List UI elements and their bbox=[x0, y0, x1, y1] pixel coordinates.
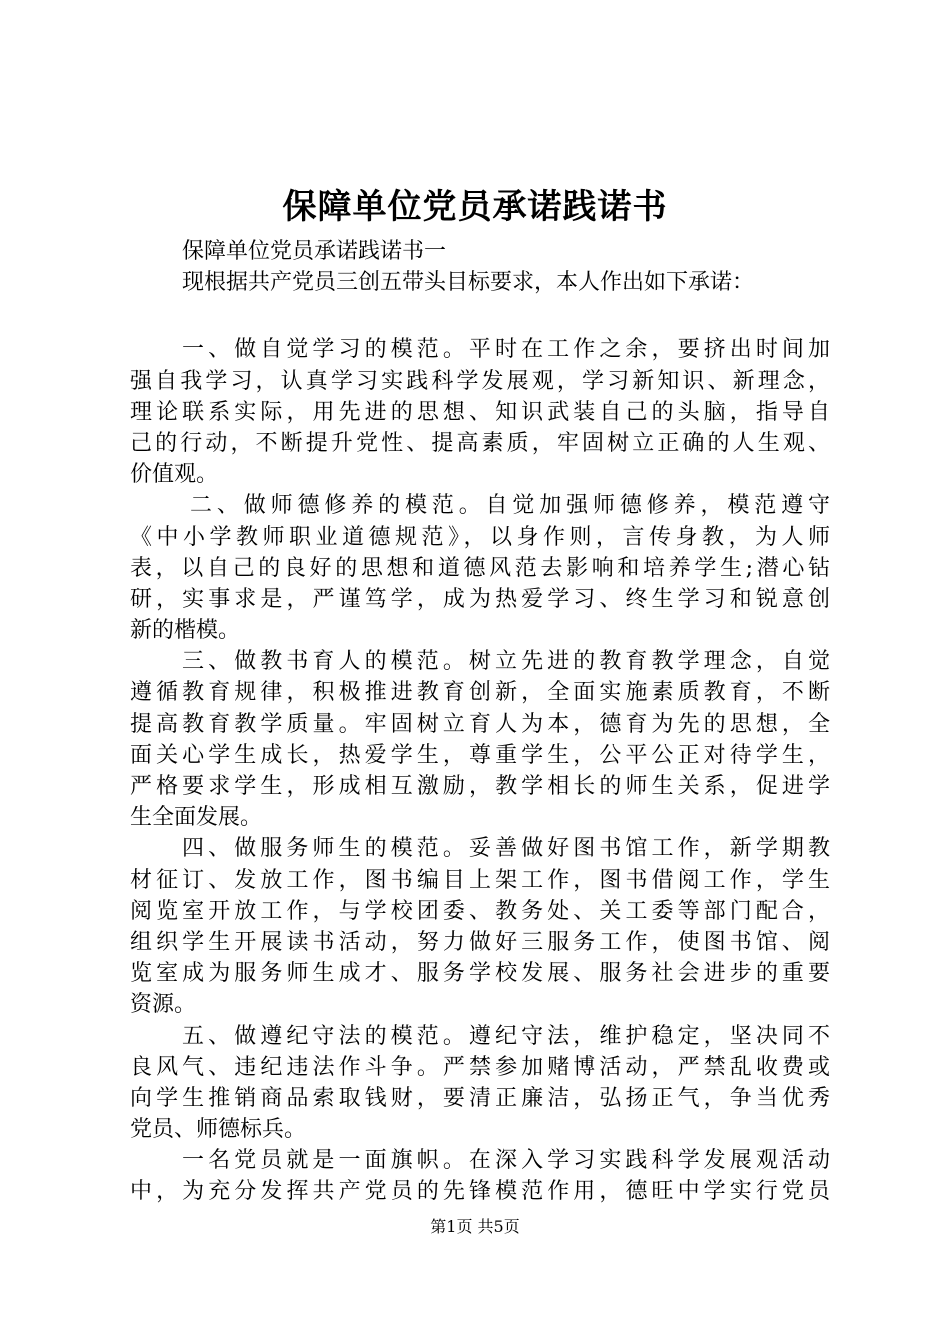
text-line: 组织学生开展读书活动，努力做好三服务工作，使图书馆、阅 bbox=[130, 929, 830, 955]
subtitle-line: 保障单位党员承诺践诺书一 bbox=[182, 239, 447, 264]
text-line: 理论联系实际，用先进的思想、知识武装自己的头脑，指导自 bbox=[130, 399, 830, 425]
text-line: 五、做遵纪守法的模范。遵纪守法，维护稳定，坚决同不 bbox=[182, 1023, 830, 1049]
text-line: 表，以自己的良好的思想和道德风范去影响和培养学生;潜心钻 bbox=[130, 555, 830, 581]
text-line: 资源。 bbox=[130, 992, 197, 1018]
paragraph-5 bbox=[130, 1021, 830, 1146]
text-line: 阅览室开放工作，与学校团委、教务处、关工委等部门配合， bbox=[130, 898, 830, 924]
text-line: 面关心学生成长，热爱学生，尊重学生，公平公正对待学生， bbox=[130, 742, 830, 768]
paragraph-3 bbox=[130, 646, 830, 833]
text-line: 党员、师德标兵。 bbox=[130, 1117, 307, 1143]
paragraph-4 bbox=[130, 833, 830, 1020]
text-line: 良风气、违纪违法作斗争。严禁参加赌博活动，严禁乱收费或 bbox=[130, 1054, 830, 1080]
text-line: 己的行动，不断提升党性、提高素质，牢固树立正确的人生观、 bbox=[130, 430, 830, 456]
paragraph-gap bbox=[130, 298, 830, 334]
text-line: 强自我学习，认真学习实践科学发展观，学习新知识、新理念， bbox=[130, 368, 830, 394]
paragraph-1 bbox=[130, 334, 830, 490]
text-line: 新的楷模。 bbox=[130, 618, 241, 644]
text-line: 三、做教书育人的模范。树立先进的教育教学理念，自觉 bbox=[182, 649, 830, 675]
text-line: 览室成为服务师生成才、服务学校发展、服务社会进步的重要 bbox=[130, 961, 830, 987]
text-line: 中，为充分发挥共产党员的先锋模范作用，德旺中学实行党员 bbox=[130, 1179, 830, 1205]
text-line: 研，实事求是，严谨笃学，成为热爱学习、终生学习和锐意创 bbox=[130, 586, 830, 612]
intro-line: 现根据共产党员三创五带头目标要求，本人作出如下承诺： bbox=[182, 270, 755, 296]
text-line: 提高教育教学质量。牢固树立育人为本，德育为先的思想，全 bbox=[130, 711, 830, 737]
text-line: 向学生推销商品索取钱财，要清正廉洁，弘扬正气，争当优秀 bbox=[130, 1085, 830, 1111]
text-line: 四、做服务师生的模范。妥善做好图书馆工作，新学期教 bbox=[182, 836, 830, 862]
paragraph-2 bbox=[130, 490, 830, 646]
text-line: 严格要求学生，形成相互激励，教学相长的师生关系，促进学 bbox=[130, 774, 830, 799]
document-title: 保障单位党员承诺践诺书 bbox=[282, 187, 668, 227]
text-line: 生全面发展。 bbox=[130, 805, 263, 831]
document-body bbox=[130, 236, 830, 1208]
text-line: 价值观。 bbox=[130, 462, 219, 488]
text-line: 遵循教育规律，积极推进教育创新，全面实施素质教育，不断 bbox=[130, 680, 830, 706]
text-line: 材征订、发放工作，图书编目上架工作，图书借阅工作，学生 bbox=[130, 867, 830, 893]
text-line: 一名党员就是一面旗帜。在深入学习实践科学发展观活动 bbox=[182, 1148, 830, 1174]
page-footer: 第1页 共5页 bbox=[430, 1217, 520, 1236]
text-line: 《中小学教师职业道德规范》，以身作则，言传身教，为人师 bbox=[130, 524, 830, 550]
text-line: 二、做师德修养的模范。自觉加强师德修养，模范遵守 bbox=[190, 493, 830, 519]
text-line: 一、做自觉学习的模范。平时在工作之余，要挤出时间加 bbox=[182, 337, 830, 363]
paragraph-6 bbox=[130, 1145, 830, 1207]
